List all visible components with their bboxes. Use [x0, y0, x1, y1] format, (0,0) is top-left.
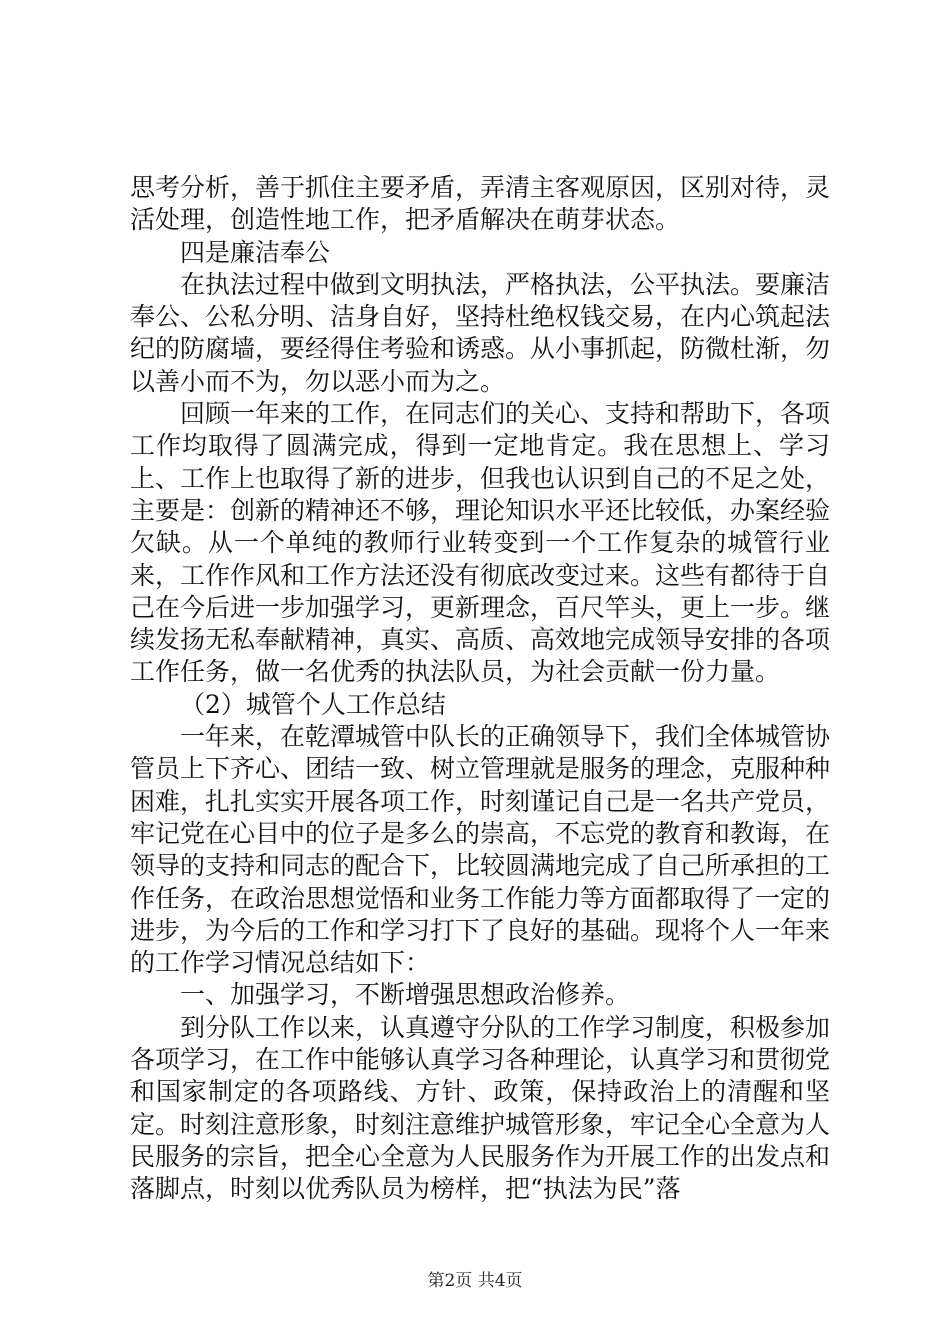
section-heading: 一、加强学习，不断增强思想政治修养。 [180, 980, 631, 1010]
section-heading: （2）城管个人工作总结 [180, 689, 446, 719]
page-number-label: 第2页 共4页 [427, 1271, 523, 1291]
paragraph: 一年来，在乾潭城管中队长的正确领导下，我们全体城管协管员上下齐心、团结一致、树立管理就是服务的理念，克服种种困难，扎扎实实开展各项工作，时刻谨记自己是一名共产党员，牢记党在心目中的位子是多么的崇高，不忘党的教育和教诲，在领导的支持和同志的配合下，比较圆满地完成了自己所承担的工作任务，在政治思想觉悟和业务工作能力等方面都取得了一定的进步，为今后的工作和学习打下了良好的基础。现将个人一年来的工作学习情况总结如下： [130, 722, 831, 978]
paragraph: 到分队工作以来，认真遵守分队的工作学习制度，积极参加各项学习，在工作中能够认真学习各种理论，认真学习和贯彻党和国家制定的各项路线、方针、政策，保持政治上的清醒和坚定。时刻注意形象，时刻注意维护城管形象，牢记全心全意为人民服务的宗旨，把全心全意为人民服务作为开展工作的出发点和落脚点，时刻以优秀队员为榜样，把“执法为民”落 [130, 1012, 831, 1204]
paragraph: 在执法过程中做到文明执法，严格执法，公平执法。要廉洁奉公、公私分明、洁身自好，坚持杜绝权钱交易，在内心筑起法纪的防腐墙，要经得住考验和诱惑。从小事抓起，防微杜渐，勿以善小而不为，勿以恶小而为之。 [130, 269, 831, 396]
paragraph: 回顾一年来的工作，在同志们的关心、支持和帮助下，各项工作均取得了圆满完成，得到一定地肯定。我在思想上、学习上、工作上也取得了新的进步，但我也认识到自己的不足之处，主要是：创新的精神还不够，理论知识水平还比较低，办案经验欠缺。从一个单纯的教师行业转变到一个工作复杂的城管行业来，工作作风和工作方法还没有彻底改变过来。这些有都待于自己在今后进一步加强学习，更新理念，百尺竿头，更上一步。继续发扬无私奉献精神，真实、高质、高效地完成领导安排的各项工作任务，做一名优秀的执法队员，为社会贡献一份力量。 [130, 399, 831, 687]
document-body [130, 172, 830, 1206]
page-footer [0, 1271, 950, 1291]
paragraph: 思考分析，善于抓住主要矛盾，弄清主客观原因，区别对待，灵活处理，创造性地工作，把矛盾解决在萌芽状态。 [130, 173, 831, 235]
section-heading: 四是廉洁奉公 [180, 237, 331, 267]
